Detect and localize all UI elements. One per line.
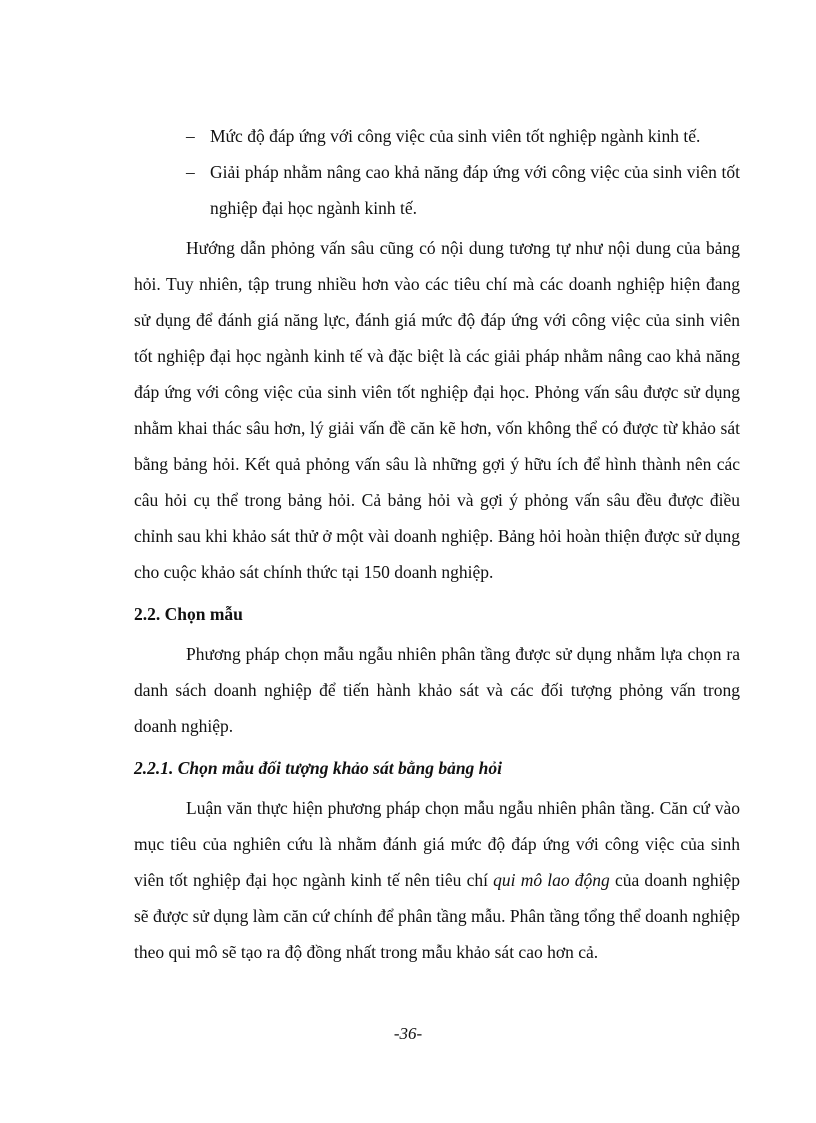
page-number: -36-: [393, 1024, 423, 1043]
emphasis-labor-scale: qui mô lao động: [493, 870, 610, 890]
bullet-dash: –: [186, 162, 195, 182]
subsection-heading: 2.2.1. Chọn mẫu đối tượng khảo sát bằng bảng hỏi: [134, 758, 503, 778]
bullet-text: Mức độ đáp ứng với công việc của sinh viên tốt nghiệp ngành kinh tế.: [210, 126, 701, 146]
bullet-dash: –: [186, 126, 195, 146]
bullet-item: [134, 118, 740, 154]
paragraph-text-end: của doanh nghiệp sẽ được sử dụng làm căn cứ chính để phân tầng mẫu. Phân tầng tổng thể doanh nghiệp theo qui mô sẽ tạo ra độ đồng nhất trong mẫu khảo sát cao hơn cả.: [134, 870, 740, 962]
paragraph-text-start: Luận văn thực hiện phương pháp chọn mẫu ngẫu nhiên phân tầng. Căn cứ vào mục tiêu của nghiên cứu là nhằm đánh giá mức độ đáp ứng với công việc của sinh viên tốt nghiệp đại học ngành kinh tế nên tiêu chí: [134, 798, 740, 890]
document-page: [134, 118, 740, 970]
bullet-item: [134, 154, 740, 226]
section-heading: 2.2. Chọn mẫu: [134, 604, 243, 624]
bullet-text: Giải pháp nhằm nâng cao khả năng đáp ứng với công việc của sinh viên tốt nghiệp đại học ngành kinh tế.: [210, 162, 740, 218]
paragraph-stratified-sampling: [134, 790, 740, 970]
paragraph-sampling-method: Phương pháp chọn mẫu ngẫu nhiên phân tầng được sử dụng nhằm lựa chọn ra danh sách doanh nghiệp để tiến hành khảo sát và các đối tượng phỏng vấn trong doanh nghiệp.: [134, 644, 740, 736]
paragraph-interview-guide: Hướng dẫn phỏng vấn sâu cũng có nội dung tương tự như nội dung của bảng hỏi. Tuy nhiên, tập trung nhiều hơn vào các tiêu chí mà các doanh nghiệp hiện đang sử dụng để đánh giá năng lực, đánh giá mức độ đáp ứng với công việc của sinh viên tốt nghiệp đại học ngành kinh tế và đặc biệt là các giải pháp nhằm nâng cao khả năng đáp ứng với công việc của sinh viên tốt nghiệp đại học. Phỏng vấn sâu được sử dụng nhằm khai thác sâu hơn, lý giải vấn đề căn kẽ hơn, vốn không thể có được từ khảo sát bằng bảng hỏi. Kết quả phỏng vấn sâu là những gợi ý hữu ích để hình thành nên các câu hỏi cụ thể trong bảng hỏi. Cả bảng hỏi và gợi ý phỏng vấn sâu đều được điều chỉnh sau khi khảo sát thử ở một vài doanh nghiệp. Bảng hỏi hoàn thiện được sử dụng cho cuộc khảo sát chính thức tại 150 doanh nghiệp.: [134, 238, 740, 582]
